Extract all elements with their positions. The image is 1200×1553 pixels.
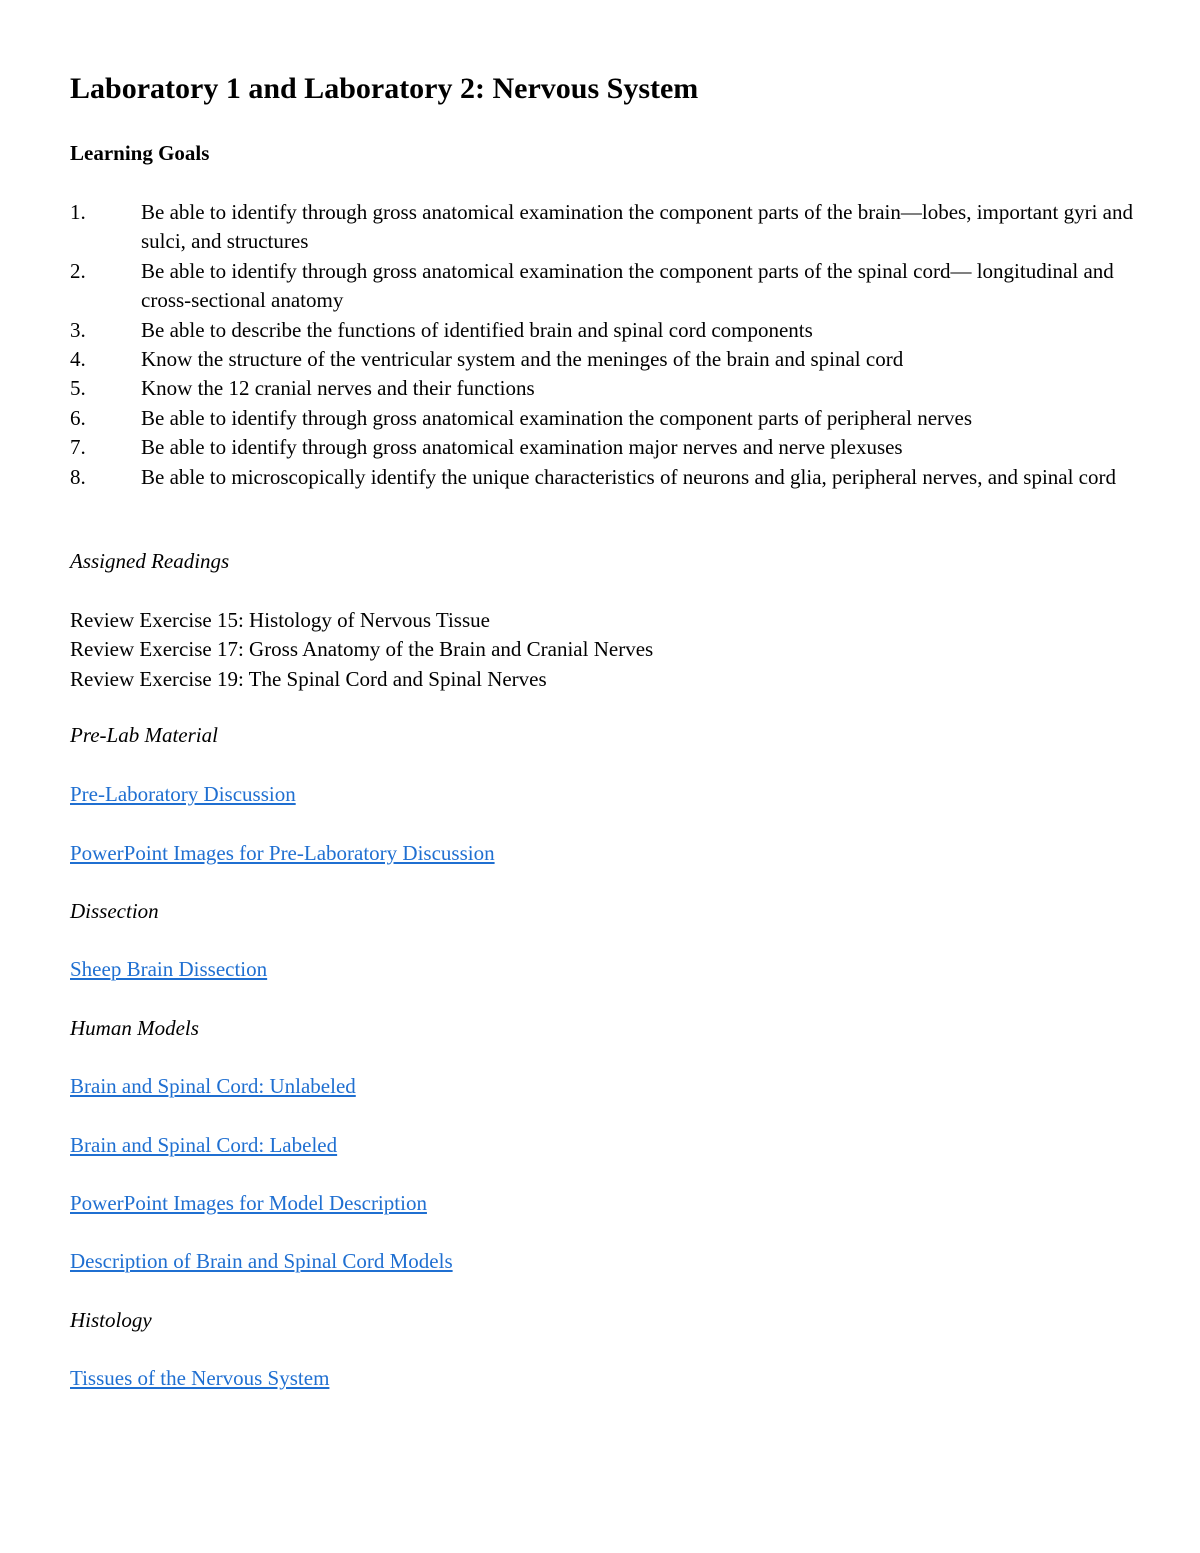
list-item xyxy=(70,198,1140,257)
dissection-heading: Dissection xyxy=(70,899,159,923)
reading-item: Review Exercise 19: The Spinal Cord and Spinal Nerves xyxy=(70,666,547,691)
list-item-text: Be able to describe the functions of identified brain and spinal cord components xyxy=(141,317,813,342)
pre-laboratory-discussion-link[interactable]: Pre-Laboratory Discussion xyxy=(70,782,296,806)
list-item-number: 8. xyxy=(70,464,86,489)
list-item xyxy=(70,433,1140,462)
list-item xyxy=(70,463,1140,492)
model-description-powerpoint-link[interactable]: PowerPoint Images for Model Description xyxy=(70,1191,427,1215)
assigned-readings-heading: Assigned Readings xyxy=(70,549,230,573)
list-item-text: Be able to identify through gross anatomical examination major nerves and nerve plexuses xyxy=(141,435,903,460)
pre-lab-heading: Pre-Lab Material xyxy=(70,723,218,747)
list-item-text: Know the structure of the ventricular system and the meninges of the brain and spinal cord xyxy=(141,347,904,372)
models-description-link[interactable]: Description of Brain and Spinal Cord Models xyxy=(70,1249,453,1273)
list-item-text: Be able to microscopically identify the unique characteristics of neurons and glia, peripheral nerves, and spinal cord xyxy=(141,464,1116,489)
brain-spinal-cord-unlabeled-link[interactable]: Brain and Spinal Cord: Unlabeled xyxy=(70,1074,356,1098)
human-models-heading: Human Models xyxy=(70,1016,199,1040)
list-item-text: Be able to identify through gross anatomical examination the component parts of peripheral nerves xyxy=(141,405,972,430)
list-item-number: 4. xyxy=(70,347,86,372)
list-item-text: Know the 12 cranial nerves and their functions xyxy=(141,376,535,401)
list-item-number: 6. xyxy=(70,405,86,430)
pre-lab-powerpoint-link[interactable]: PowerPoint Images for Pre-Laboratory Discussion xyxy=(70,841,495,865)
learning-goals-list xyxy=(70,198,1140,492)
list-item xyxy=(70,404,1140,433)
list-item xyxy=(70,316,1140,345)
reading-item: Review Exercise 17: Gross Anatomy of the Brain and Cranial Nerves xyxy=(70,637,654,662)
list-item-text: Be able to identify through gross anatomical examination the component parts of the brain—lobes, important gyri and sulci, and structures xyxy=(141,200,1134,254)
list-item-number: 3. xyxy=(70,317,86,342)
list-item-number: 1. xyxy=(70,200,86,224)
learning-goals-heading: Learning Goals xyxy=(70,141,210,165)
reading-item: Review Exercise 15: Histology of Nervous Tissue xyxy=(70,608,490,632)
list-item xyxy=(70,374,1140,403)
list-item xyxy=(70,257,1140,316)
list-item-number: 7. xyxy=(70,435,86,460)
list-item-number: 2. xyxy=(70,258,86,283)
page-title: Laboratory 1 and Laboratory 2: Nervous System xyxy=(70,72,699,105)
readings-list xyxy=(70,606,653,694)
list-item-text: Be able to identify through gross anatomical examination the component parts of the spinal cord— longitudinal and cross-sectional anatomy xyxy=(141,258,1114,313)
brain-spinal-cord-labeled-link[interactable]: Brain and Spinal Cord: Labeled xyxy=(70,1133,338,1157)
list-item-number: 5. xyxy=(70,376,86,401)
histology-heading: Histology xyxy=(70,1308,152,1332)
nervous-system-tissues-link[interactable]: Tissues of the Nervous System xyxy=(70,1366,330,1390)
list-item xyxy=(70,345,1140,374)
sheep-brain-dissection-link[interactable]: Sheep Brain Dissection xyxy=(70,957,268,981)
